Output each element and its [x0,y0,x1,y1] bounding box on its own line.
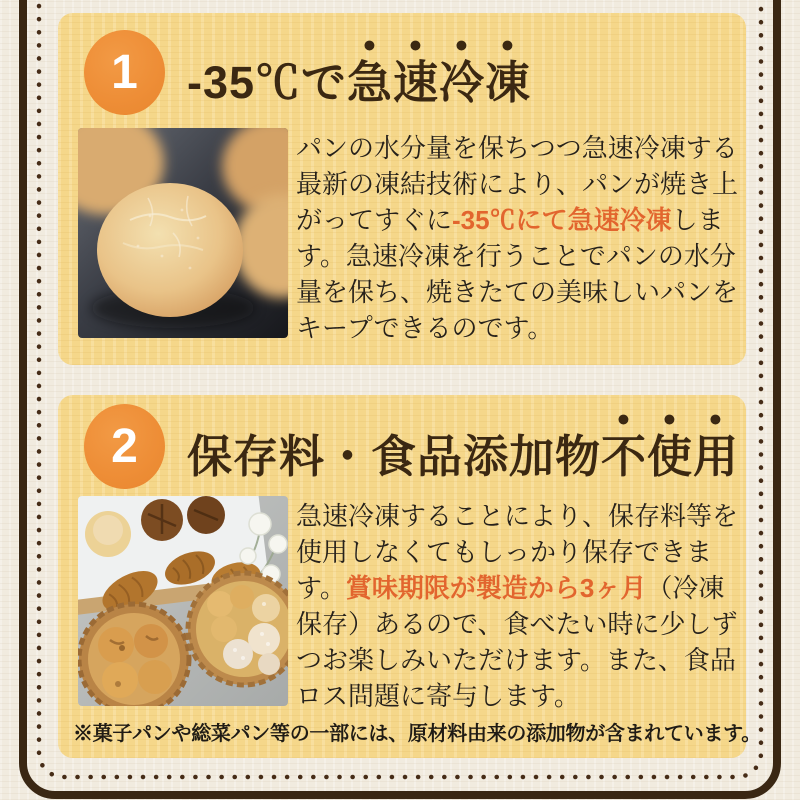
section2-number-badge [84,404,165,489]
section1-text-highlight: -35℃にて急速冷凍 [452,205,672,235]
section1-title-emphasized: 急速冷凍 [347,57,532,109]
section2-text-post: （冷凍保存）あるので、食べたい時に少しずつお楽しみいただけます。また、食品ロス問題に寄与します。 [296,573,738,711]
photo-bread-buns-on-dark-tray [78,128,288,338]
section2-header [84,404,746,489]
section2-body [58,496,746,714]
section1-body [58,128,746,346]
section1-title [187,31,531,114]
bread-tray-illustration [78,128,288,338]
photo-assorted-breads-and-baskets [78,496,288,706]
section2-number: 2 [111,420,138,473]
section2-paragraph [296,498,746,714]
section-no-additives [58,395,761,758]
section2-title [187,405,739,488]
section1-number: 1 [111,46,138,99]
section-quick-freeze [58,13,746,365]
section2-text-pre: 急速冷凍することにより、保存料等を使用しなくてもしっかり保存できます。 [296,501,739,603]
section1-paragraph [296,130,746,346]
section1-title-pre: -35℃で [187,57,348,109]
section1-text-post: します。急速冷凍を行うことでパンの水分量を保ち、焼きたての美味しいパンをキープできるのです。 [296,205,739,343]
bread-baskets-illustration [78,496,288,706]
section1-number-badge [84,30,165,115]
footnote: ※菓子パンや総菜パン等の一部には、原材料由来の添加物が含まれています。 [73,723,761,745]
section1-text-pre: パンの水分量を保ちつつ急速冷凍する最新の凍結技術により、パンが焼き上がってすぐに [296,133,739,235]
section2-text-highlight: 賞味期限が製造から3ヶ月 [345,573,647,603]
section2-title-emphasized: 不使用 [601,431,740,483]
section2-title-pre: 保存料・食品添加物 [187,431,602,483]
section1-header [84,30,746,115]
